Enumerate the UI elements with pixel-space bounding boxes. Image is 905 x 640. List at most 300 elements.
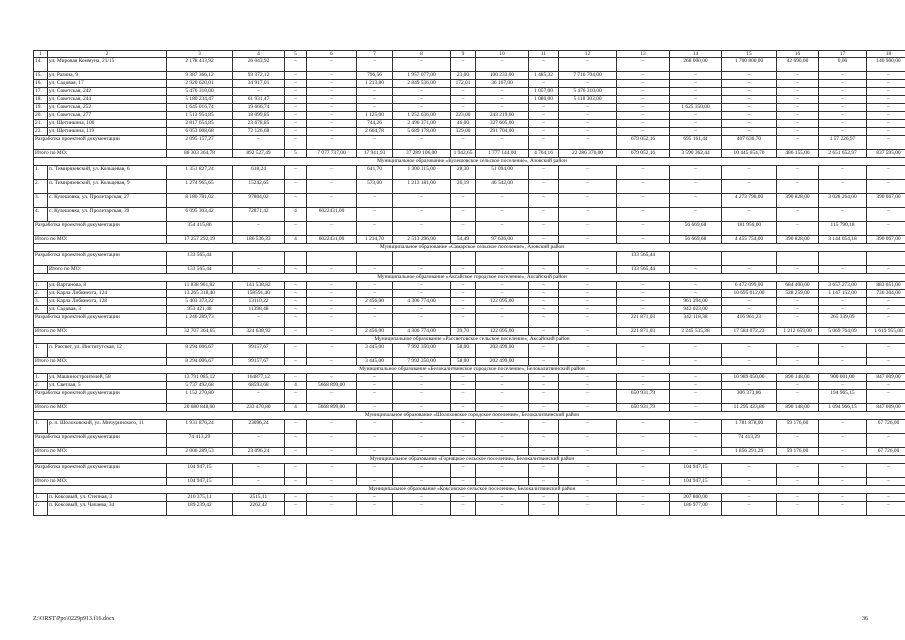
value-cell: – (559, 236, 617, 244)
value-cell: – (867, 390, 905, 404)
value-cell: – (529, 128, 559, 136)
value-cell: 5 069 764,09 (819, 328, 867, 336)
value-cell: 390 828,00 (777, 194, 819, 208)
value-cell: – (529, 120, 559, 128)
value-cell: – (357, 88, 393, 96)
value-cell: 5 118 303,00 (559, 96, 617, 104)
value-cell: 13110,22 (233, 298, 285, 306)
table-row (34, 290, 905, 298)
value-cell: 172,01 (451, 80, 476, 88)
value-cell: 900 001,00 (819, 374, 867, 382)
value-cell (285, 252, 307, 266)
value-cell: 650 931,79 (617, 390, 670, 404)
value-cell: – (867, 358, 905, 366)
value-cell: 74 413,29 (167, 434, 233, 448)
value-cell: – (451, 306, 476, 314)
row-label-cell: 4. (34, 208, 48, 222)
footer-file-path: Z:\ORST\Ppo\0229p913.f16.docx (33, 616, 115, 622)
value-cell: 354 415,86 (167, 222, 233, 236)
row-label-cell: 19. (34, 104, 48, 112)
value-cell: 324 638,92 (233, 328, 285, 336)
value-cell: – (393, 382, 451, 390)
table-row (34, 252, 905, 266)
value-cell: – (307, 166, 357, 180)
value-cell: 141 538,82 (233, 282, 285, 290)
header-cell: 8 (393, 51, 451, 58)
value-cell: – (722, 306, 777, 314)
row-label-cell: Разработка проектной документации (34, 434, 167, 448)
table-row (34, 344, 905, 358)
value-cell: – (819, 88, 867, 96)
value-cell: – (476, 290, 529, 298)
table-row (34, 136, 905, 150)
value-cell: – (617, 298, 670, 306)
value-cell: – (670, 290, 722, 298)
value-cell: 28,30 (451, 166, 476, 180)
value-cell: 327 605,00 (476, 120, 529, 128)
value-cell: – (307, 104, 357, 112)
value-cell: – (777, 96, 819, 104)
value-cell: – (285, 434, 307, 448)
value-cell: 1 125,00 (357, 112, 393, 120)
header-cell: 11 (529, 51, 559, 58)
value-cell: 2 496 371,00 (393, 120, 451, 128)
value-cell: – (476, 314, 529, 328)
value-cell: 890 148,00 (777, 404, 819, 412)
value-cell: – (617, 80, 670, 88)
value-cell: – (307, 128, 357, 136)
value-cell: – (559, 344, 617, 358)
value-cell: 2 245 535,38 (670, 328, 722, 336)
value-cell: – (393, 104, 451, 112)
value-cell: – (559, 112, 617, 120)
value-cell: – (819, 166, 867, 180)
value-cell: – (307, 434, 357, 448)
value-cell: – (777, 136, 819, 150)
value-cell: – (307, 112, 357, 120)
value-cell: – (867, 104, 905, 112)
row-label-cell: 21. (34, 120, 48, 128)
value-cell: – (476, 478, 529, 486)
value-cell: 17 257 292,19 (167, 236, 233, 244)
value-cell: 61 931,47 (233, 96, 285, 104)
value-cell: – (559, 358, 617, 366)
value-cell: 233 470,80 (233, 404, 285, 412)
value-cell: – (307, 120, 357, 128)
value-cell: – (670, 374, 722, 382)
value-cell: 122 095,00 (476, 298, 529, 306)
value-cell: – (357, 96, 393, 104)
value-cell: – (357, 306, 393, 314)
row-label-cell: Разработка проектной документации (34, 252, 167, 266)
value-cell: – (559, 382, 617, 390)
value-cell: 1 513 954,85 (167, 112, 233, 120)
value-cell: – (867, 80, 905, 88)
value-cell: – (670, 358, 722, 366)
section-heading-row (34, 486, 905, 494)
section-heading-row (34, 336, 905, 344)
value-cell: – (307, 180, 357, 194)
value-cell: – (867, 96, 905, 104)
value-cell: 2 849 536,00 (393, 80, 451, 88)
value-cell: 164877,12 (233, 374, 285, 382)
value-cell (529, 252, 559, 266)
value-cell: – (451, 266, 476, 274)
value-cell: – (476, 282, 529, 290)
value-cell: – (777, 494, 819, 502)
table-row (34, 80, 905, 88)
value-cell: – (819, 494, 867, 502)
table-row (34, 96, 905, 104)
value-cell: – (285, 374, 307, 382)
table-row (34, 434, 905, 448)
value-cell: – (357, 494, 393, 502)
value-cell: – (393, 464, 451, 478)
value-cell: 99157,67 (233, 358, 285, 366)
value-cell: – (819, 464, 867, 478)
value-cell: – (617, 88, 670, 96)
value-cell: – (670, 382, 722, 390)
table-row (34, 150, 905, 158)
value-cell: – (617, 208, 670, 222)
value-cell: – (722, 208, 777, 222)
value-cell: – (617, 222, 670, 236)
header-cell: 6 (307, 51, 357, 58)
value-cell: – (617, 282, 670, 290)
value-cell: – (357, 502, 393, 516)
row-label-cell: 1. (34, 374, 48, 382)
header-cell: 15 (722, 51, 777, 58)
value-cell: 1 152 270,80 (167, 390, 233, 404)
value-cell: – (559, 194, 617, 208)
row-label-cell: ул. Советская, 242 (48, 88, 167, 96)
value-cell: – (476, 502, 529, 516)
value-cell: 39,70 (451, 328, 476, 336)
value-cell: – (476, 208, 529, 222)
value-cell: – (722, 72, 777, 80)
value-cell: 34 917,01 (233, 80, 285, 88)
value-cell: 883 651,00 (867, 282, 905, 290)
value-cell: 23096,24 (233, 420, 285, 434)
value-cell: 1 645 016,74 (167, 104, 233, 112)
value-cell: – (529, 194, 559, 208)
table-row (34, 166, 905, 180)
value-cell: – (393, 448, 451, 456)
value-cell: – (285, 194, 307, 208)
value-cell: – (307, 88, 357, 96)
row-label-cell: ул. Советская, 252 (48, 104, 167, 112)
value-cell: – (559, 420, 617, 434)
table-row (34, 478, 905, 486)
value-cell: – (559, 58, 617, 72)
value-cell: 42 690,00 (777, 58, 819, 72)
value-cell: – (617, 306, 670, 314)
value-cell: 20 680 848,60 (167, 404, 233, 412)
value-cell: – (867, 298, 905, 306)
value-cell: – (617, 58, 670, 72)
table-row (34, 58, 905, 72)
row-label-cell: Разработка проектной документации (34, 222, 167, 236)
section-heading-row (34, 244, 905, 252)
value-cell: – (357, 208, 393, 222)
value-cell: – (451, 404, 476, 412)
value-cell: – (670, 166, 722, 180)
value-cell: – (529, 420, 559, 434)
value-cell: – (529, 434, 559, 448)
value-cell: – (393, 502, 451, 516)
value-cell: – (617, 358, 670, 366)
value-cell: 194 965,15 (819, 390, 867, 404)
value-cell: 5 689 178,00 (393, 128, 451, 136)
value-cell: 2 651 652,97 (819, 150, 867, 158)
value-cell: – (233, 266, 285, 274)
value-cell: – (393, 404, 451, 412)
value-cell: 695 161,44 (670, 136, 722, 150)
value-cell: – (451, 464, 476, 478)
row-label-cell: р. п. Шолоховский, ул. Мичуринского, 11 (48, 420, 167, 434)
header-cell: 17 (819, 51, 867, 58)
row-label-cell: 2. (34, 290, 48, 298)
value-cell: – (722, 80, 777, 88)
value-cell: – (233, 314, 285, 328)
row-label-cell: с. Кулешовка, ул. Пролетарская, 27 (48, 194, 167, 208)
row-label-cell: 4. (34, 306, 48, 314)
value-cell: 892 527,49 (233, 150, 285, 158)
value-cell: – (670, 80, 722, 88)
value-cell: 9 387 366,12 (167, 72, 233, 80)
value-cell (722, 252, 777, 266)
value-cell: – (529, 104, 559, 112)
value-cell: – (357, 382, 393, 390)
table-row (34, 314, 905, 328)
table-row (34, 128, 905, 136)
value-cell: – (559, 502, 617, 516)
value-cell: – (867, 344, 905, 358)
value-cell: – (451, 290, 476, 298)
row-label-cell: 1. (34, 166, 48, 180)
value-cell: – (357, 222, 393, 236)
value-cell: – (867, 266, 905, 274)
value-cell: 641,70 (357, 166, 393, 180)
value-cell: – (777, 344, 819, 358)
value-cell: – (357, 266, 393, 274)
value-cell: 4 (285, 208, 307, 222)
value-cell: 1 086,00 (529, 96, 559, 104)
value-cell: – (285, 88, 307, 96)
value-cell: – (476, 404, 529, 412)
row-label-cell: ул. Вартанова, 8 (48, 282, 167, 290)
value-cell: – (559, 306, 617, 314)
value-cell: 56 669,68 (670, 222, 722, 236)
value-cell: – (529, 502, 559, 516)
value-cell: 13 791 085,12 (167, 374, 233, 382)
value-cell: 265 339,09 (819, 314, 867, 328)
value-cell: – (670, 72, 722, 80)
table-row (34, 88, 905, 96)
value-cell: – (307, 494, 357, 502)
value-cell: – (777, 298, 819, 306)
value-cell: – (285, 478, 307, 486)
section-heading: Муниципальное образование «Шолоховское городское поселение», Белокалитвинский район (34, 412, 905, 420)
value-cell: – (867, 306, 905, 314)
value-cell: – (285, 502, 307, 516)
value-cell: – (559, 494, 617, 502)
value-cell: – (722, 180, 777, 194)
value-cell: – (529, 80, 559, 88)
value-cell: 1 212 659,00 (777, 328, 819, 336)
value-cell: 961 394,00 (670, 298, 722, 306)
value-cell: – (670, 390, 722, 404)
row-label-cell: 1. (34, 494, 48, 502)
row-label-cell: ул. Машиностроителей, 58 (48, 374, 167, 382)
value-cell: – (357, 290, 393, 298)
value-cell: 5668 899,00 (307, 404, 357, 412)
value-cell: – (559, 222, 617, 236)
value-cell: 2262,42 (233, 502, 285, 516)
row-label-cell: ул. Щетинкина, 100 (48, 120, 167, 128)
value-cell: – (285, 104, 307, 112)
value-cell: – (722, 464, 777, 478)
value-cell: 140 900,00 (867, 58, 905, 72)
value-cell: 67 726,00 (867, 420, 905, 434)
header-cell: 14 (670, 51, 722, 58)
value-cell: – (451, 298, 476, 306)
value-cell: – (777, 80, 819, 88)
value-cell: 736 304,00 (867, 290, 905, 298)
value-cell: – (307, 464, 357, 478)
value-cell: 104 947,15 (167, 478, 233, 486)
value-cell: 1 214,70 (357, 236, 393, 244)
value-cell: – (476, 58, 529, 72)
value-cell: – (670, 266, 722, 274)
value-cell: – (357, 104, 393, 112)
table-row (34, 282, 905, 290)
value-cell: – (777, 88, 819, 96)
value-cell: 1 147 152,00 (819, 290, 867, 298)
value-cell: – (285, 314, 307, 328)
value-cell: 11 838 961,82 (167, 282, 233, 290)
value-cell: – (722, 120, 777, 128)
value-cell: 390 067,00 (867, 236, 905, 244)
value-cell: – (233, 478, 285, 486)
value-cell: – (867, 382, 905, 390)
value-cell: – (617, 382, 670, 390)
row-label-cell: ул. Щетинкина, 119 (48, 128, 167, 136)
value-cell: – (670, 420, 722, 434)
value-cell: 390 828,00 (777, 236, 819, 244)
value-cell: – (867, 222, 905, 236)
value-cell: 573,00 (357, 180, 393, 194)
table-row (34, 208, 905, 222)
value-cell: – (559, 390, 617, 404)
value-cell: 104 947,15 (167, 464, 233, 478)
value-cell: – (476, 194, 529, 208)
value-cell: – (285, 96, 307, 104)
value-cell: – (307, 136, 357, 150)
value-cell: 72 126,68 (233, 128, 285, 136)
value-cell: 1 485,32 (529, 72, 559, 80)
value-cell: – (393, 478, 451, 486)
value-cell: – (529, 298, 559, 306)
value-cell: – (307, 314, 357, 328)
value-cell: 2 817 654,85 (167, 120, 233, 128)
header-cell: 2 (48, 51, 167, 58)
value-cell: 837 595,00 (867, 150, 905, 158)
value-cell: 158591,40 (233, 290, 285, 298)
value-cell (393, 252, 451, 266)
value-cell: 133 565,44 (617, 252, 670, 266)
row-label-cell: ул. Садовая, 17 (48, 80, 167, 88)
value-cell (670, 252, 722, 266)
value-cell: – (819, 448, 867, 456)
value-cell: – (285, 222, 307, 236)
value-cell: – (451, 194, 476, 208)
row-label-cell: 18. (34, 96, 48, 104)
header-cell: 16 (777, 51, 819, 58)
value-cell: 19 666,74 (233, 104, 285, 112)
value-cell: – (393, 88, 451, 96)
row-label-cell: Итого по МО: (48, 266, 167, 274)
value-cell: – (451, 136, 476, 150)
value-cell: – (617, 464, 670, 478)
value-cell: – (777, 314, 819, 328)
value-cell: 23,00 (451, 72, 476, 80)
value-cell: 210 375,11 (167, 494, 233, 502)
value-cell: – (285, 128, 307, 136)
value-cell: – (617, 72, 670, 80)
row-label-cell: Разработка проектной документации (34, 314, 167, 328)
value-cell: – (777, 222, 819, 236)
value-cell: – (867, 464, 905, 478)
value-cell: – (559, 464, 617, 478)
value-cell: 59 176,00 (777, 448, 819, 456)
value-cell: – (867, 180, 905, 194)
value-cell: – (867, 136, 905, 150)
value-cell: 679 052,16 (617, 150, 670, 158)
value-cell: – (617, 374, 670, 382)
value-cell: – (285, 58, 307, 72)
value-cell: 11398,48 (233, 306, 285, 314)
value-cell: 1 274 965,65 (167, 180, 233, 194)
value-cell: 4 306 774,00 (393, 328, 451, 336)
value-cell: – (476, 306, 529, 314)
value-cell: – (819, 266, 867, 274)
value-cell: – (529, 236, 559, 244)
value-cell: – (867, 88, 905, 96)
value-cell: 6022431,00 (307, 236, 357, 244)
section-heading-row (34, 158, 905, 166)
value-cell: 104 947,15 (670, 464, 722, 478)
value-cell: – (357, 448, 393, 456)
value-cell: – (476, 494, 529, 502)
value-cell: – (867, 120, 905, 128)
value-cell: – (670, 120, 722, 128)
value-cell: – (307, 306, 357, 314)
value-cell: – (529, 306, 559, 314)
value-cell: – (867, 502, 905, 516)
value-cell: 1 856 291,29 (722, 448, 777, 456)
value-cell: 5 (285, 150, 307, 158)
value-cell: – (285, 290, 307, 298)
value-cell: – (451, 96, 476, 104)
value-cell: – (722, 166, 777, 180)
table-row (34, 374, 905, 382)
row-label-cell: Итого по МО: (34, 448, 167, 456)
header-cell: 1 (34, 51, 48, 58)
value-cell: – (285, 80, 307, 88)
value-cell: – (476, 96, 529, 104)
value-cell: 186 536,33 (233, 236, 285, 244)
